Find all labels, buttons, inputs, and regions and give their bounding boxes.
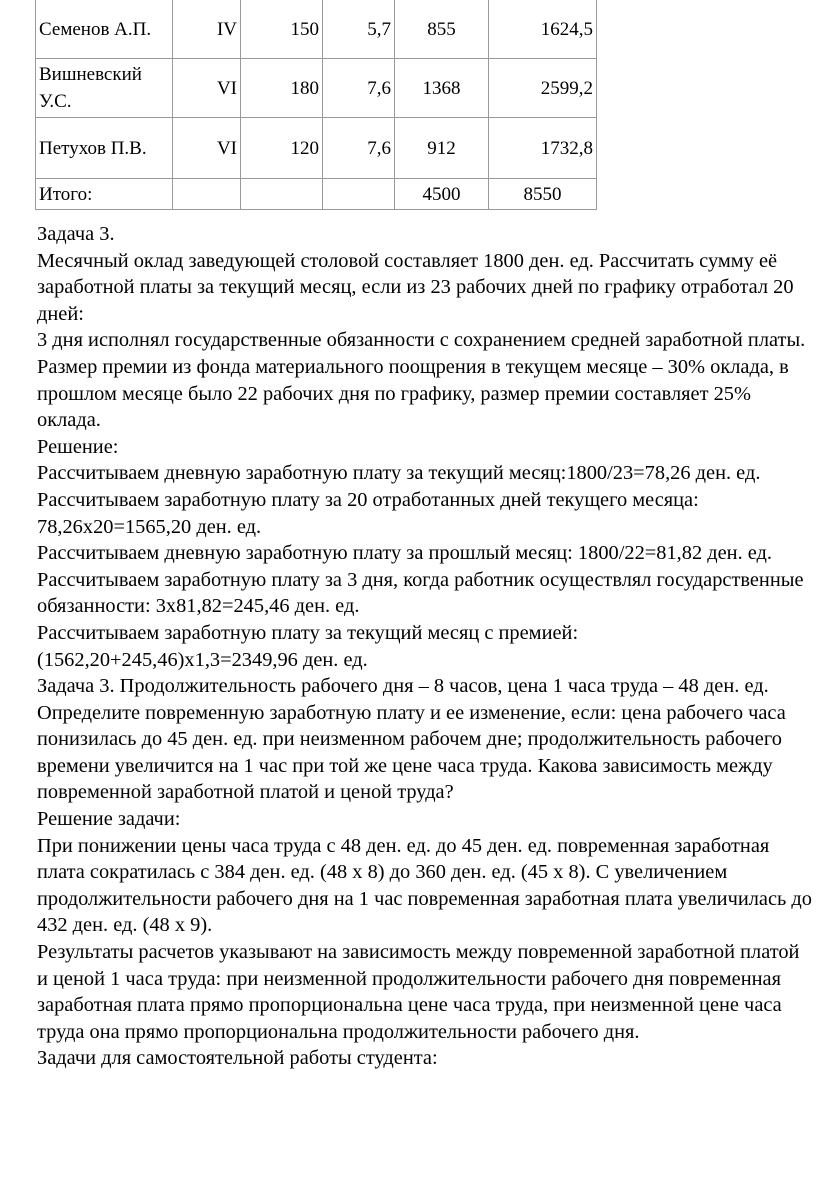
cell-rate: 5,7 (323, 0, 395, 59)
solution-paragraph: Результаты расчетов указывают на зависимость между повременной заработной платой и ценой 1 часа труда: при неизменной продолжительности рабочего дня повременная заработная плата прямо пропорциональна цене часа труда, при неизменной цене часа труда она прямо пропорциональна продолжительности рабочего дня. (37, 941, 800, 1043)
solution-heading: Решение: (37, 435, 119, 458)
solution-step: Рассчитываем дневную заработную плату за прошлый месяц: 1800/22=81,82 ден. ед. (37, 542, 773, 565)
cell-grade: VI (173, 59, 241, 118)
solution-step: Рассчитываем заработную плату за 20 отработанных дней текущего месяца: 78,26х20=1565,20 ден. ед. (37, 488, 699, 538)
cell-grade: VI (173, 118, 241, 179)
salary-table (35, 0, 597, 210)
cell-hours: 120 (241, 118, 323, 179)
cell-empty (323, 179, 395, 210)
solution-paragraph: При понижении цены часа труда с 48 ден. ед. до 45 ден. ед. повременная заработная плата сократилась с 384 ден. ед. (48 х 8) до 360 ден. ед. (45 х 8). С увеличением продолжительности рабочего дня на 1 час повременная заработная плата увеличилась до 432 ден. ед. (48 х 9). (37, 834, 812, 937)
cell-hours: 180 (241, 59, 323, 118)
cell-rate: 7,6 (323, 118, 395, 179)
section-heading: Задачи для самостоятельной работы студента: (37, 1047, 438, 1070)
task-statement: Месячный оклад заведующей столовой составляет 1800 ден. ед. Рассчитать сумму её заработной платы за текущий месяц, если из 23 рабочих дней по графику отработал 20 дней: (37, 249, 794, 325)
cell-total: 2599,2 (489, 59, 597, 118)
cell-total-label: Итого: (36, 179, 173, 210)
task-conditions: 3 дня исполнял государственные обязанности с сохранением средней заработной платы. Размер премии из фонда материального поощрения в текущем месяце – 30% оклада, в прошлом месяце было 22 рабочих дня по графику, размер премии составляет 25% оклада. (37, 329, 806, 432)
cell-total: 1732,8 (489, 118, 597, 179)
task-heading: Задача 3. (37, 223, 115, 245)
cell-employee-name: Вишневский У.С. (36, 59, 173, 118)
table-row (36, 0, 597, 59)
cell-empty (241, 179, 323, 210)
cell-pay: 1368 (395, 59, 489, 118)
cell-employee-name: Семенов А.П. (36, 0, 173, 59)
cell-rate: 7,6 (323, 59, 395, 118)
solution-step: Рассчитываем заработную плату за 3 дня, когда работник осуществлял государственные обязанности: 3х81,82=245,46 ден. ед. (37, 568, 804, 618)
solution-step: Рассчитываем заработную плату за текущий месяц с премией:(1562,20+245,46)х1,3=2349,96 ден. ед. (37, 621, 579, 671)
cell-pay-sum: 4500 (395, 179, 489, 210)
solution-step: Рассчитываем дневную заработную плату за текущий месяц:1800/23=78,26 ден. ед. (37, 462, 761, 485)
document-body (37, 221, 812, 1072)
cell-pay: 912 (395, 118, 489, 179)
table-row (36, 59, 597, 118)
cell-total: 1624,5 (489, 0, 597, 59)
cell-total-sum: 8550 (489, 179, 597, 210)
cell-empty (173, 179, 241, 210)
task-statement: Задача 3. Продолжительность рабочего дня – 8 часов, цена 1 часа труда – 48 ден. ед. Определите повременную заработную плату и ее изменение, если: цена рабочего часа понизилась до 45 ден. ед. при неизменном рабочем дне; продолжительность рабочего времени увеличится на 1 час при той же цене часа труда. Какова зависимость между повременной заработной платой и ценой труда? (37, 675, 786, 804)
cell-hours: 150 (241, 0, 323, 59)
cell-pay: 855 (395, 0, 489, 59)
cell-employee-name: Петухов П.В. (36, 118, 173, 179)
table-total-row (36, 179, 597, 210)
table-row (36, 118, 597, 179)
solution-heading: Решение задачи: (37, 808, 181, 831)
cell-grade: IV (173, 0, 241, 59)
